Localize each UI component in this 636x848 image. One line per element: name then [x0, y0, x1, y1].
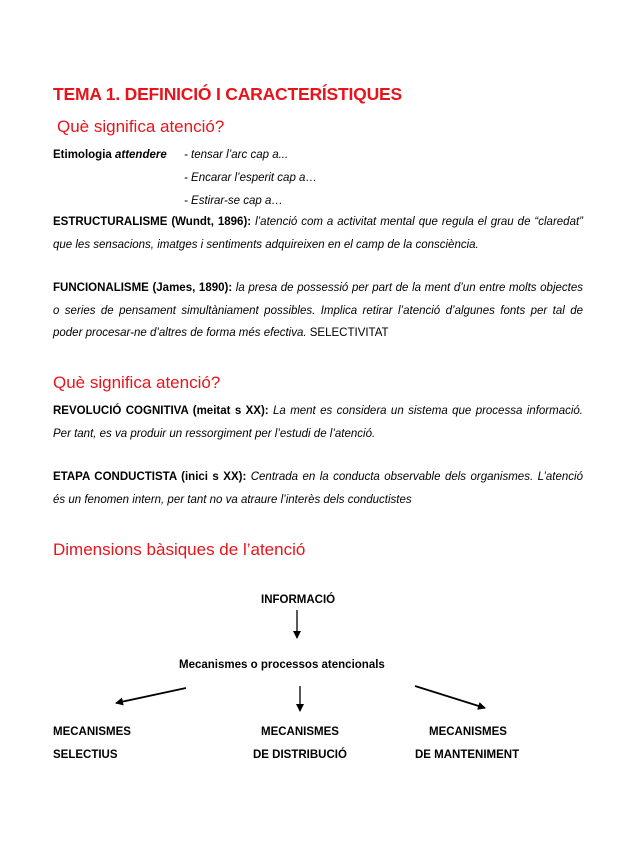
structuralism-text: l’atenció com a activitat mental que regula el grau de “claredat” que les sensacions, imatges i sentiments adquireixen en el camp de la consciència. — [53, 216, 583, 251]
behaviorism-text: Centrada en la conducta observable dels organismes. L’atenció és un fenomen intern, per tant no va atraure l’interès dels conductistes — [53, 471, 583, 506]
etymology-meaning-2: - Encarar l’esperit cap a… — [184, 172, 317, 184]
etymology-word: attendere — [114, 149, 167, 161]
diagram-node-mechanisms: Mecanismes o processos atencionals — [179, 659, 385, 671]
arrow-left-icon — [116, 688, 186, 703]
diagram-leaf-selective-1: MECANISMES — [53, 726, 131, 738]
diagram-leaf-maintenance-2: DE MANTENIMENT — [415, 749, 520, 761]
section1-heading: Què significa atenció? — [57, 117, 225, 136]
structuralism-label: ESTRUCTURALISME (Wundt, 1896): — [53, 216, 252, 228]
diagram-leaf-selective-2: SELECTIUS — [53, 749, 118, 761]
section3-heading: Dimensions bàsiques de l’atenció — [53, 540, 306, 559]
diagram-leaf-maintenance-1: MECANISMES — [429, 726, 507, 738]
functionalism-label: FUNCIONALISME (James, 1890): — [53, 282, 233, 294]
etymology-meaning-1: - tensar l’arc cap a... — [184, 149, 289, 161]
cognitive-revolution-label: REVOLUCIÓ COGNITIVA (meitat s XX): — [53, 405, 269, 417]
arrow-right-icon — [415, 686, 485, 708]
functionalism-tail: SELECTIVITAT — [306, 327, 389, 339]
functionalism-text: la presa de possessió per part de la ment d’un entre molts objectes o series de pensament simultàniament possibles. Implica retirar l’atenció d’algunes fonts per tal de poder procesar-ne d’altres de forma més efectiva. — [53, 282, 583, 339]
section2-heading: Què significa atenció? — [53, 373, 221, 392]
diagram-leaf-distribution-2: DE DISTRIBUCIÓ — [253, 749, 347, 761]
etymology-meaning-3: - Estirar-se cap a… — [184, 195, 283, 207]
diagram-leaf-distribution-1: MECANISMES — [261, 726, 339, 738]
etymology-label: Etimologia — [53, 149, 115, 161]
diagram-node-information: INFORMACIÓ — [261, 594, 336, 606]
behaviorism-label: ETAPA CONDUCTISTA (inici s XX): — [53, 471, 247, 483]
page-title: TEMA 1. DEFINICIÓ I CARACTERÍSTIQUES — [53, 84, 402, 104]
cognitive-revolution-text: La ment es considera un sistema que processa informació. Per tant, es va produir un ressorgiment per l’estudi de l’atenció. — [53, 405, 583, 440]
